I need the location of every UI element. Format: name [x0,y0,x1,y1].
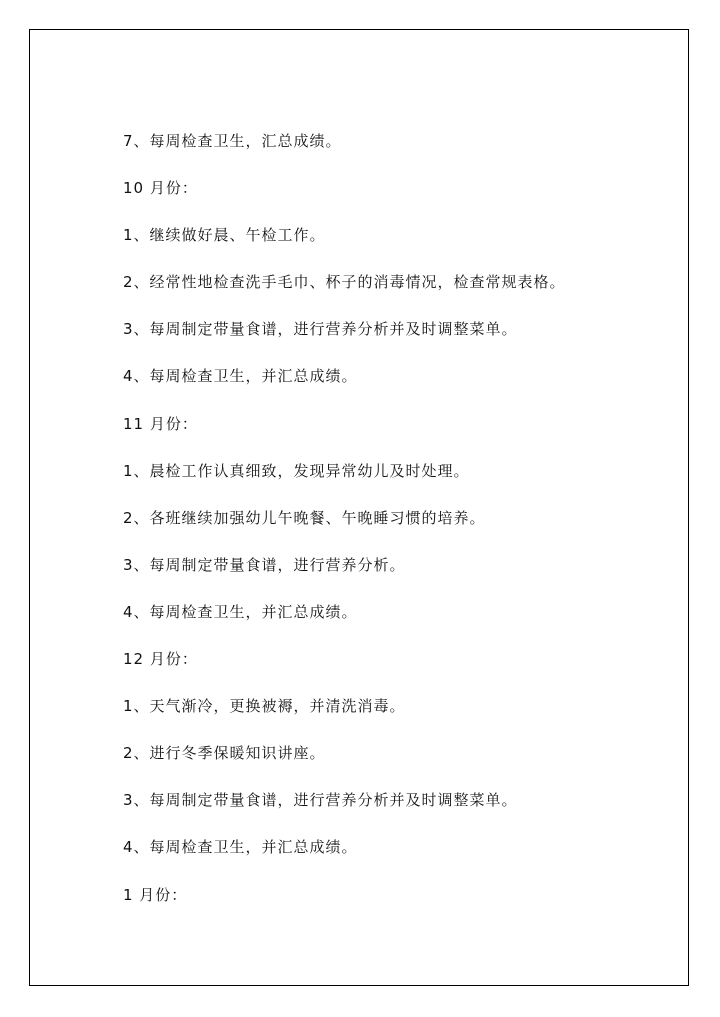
text-line: 4、每周检查卫生，并汇总成绩。 [123,602,358,621]
month-heading: 1 月份： [123,885,188,904]
text-line: 1、晨检工作认真细致，发现异常幼儿及时处理。 [123,461,470,480]
text-line: 4、每周检查卫生，并汇总成绩。 [123,838,358,857]
text-line: 2、各班继续加强幼儿午晚餐、午晚睡习惯的培养。 [123,508,486,527]
text-line: 1、继续做好晨、午检工作。 [123,226,326,245]
text-line: 3、每周制定带量食谱，进行营养分析并及时调整菜单。 [123,320,518,339]
text-line: 3、每周制定带量食谱，进行营养分析并及时调整菜单。 [123,791,518,810]
month-heading: 10 月份： [123,179,198,198]
text-line: 1、天气渐冷，更换被褥，并清洗消毒。 [123,697,406,716]
document-body [123,129,566,930]
text-line: 4、每周检查卫生，并汇总成绩。 [123,367,358,386]
month-heading: 11 月份： [123,414,198,433]
text-line: 7、每周检查卫生，汇总成绩。 [123,132,342,150]
month-heading: 12 月份： [123,650,198,669]
text-line: 3、每周制定带量食谱，进行营养分析。 [123,555,406,574]
text-line: 2、经常性地检查洗手毛巾、杯子的消毒情况，检查常规表格。 [123,273,566,292]
document-page [29,29,689,986]
text-line: 2、进行冬季保暖知识讲座。 [123,744,326,763]
